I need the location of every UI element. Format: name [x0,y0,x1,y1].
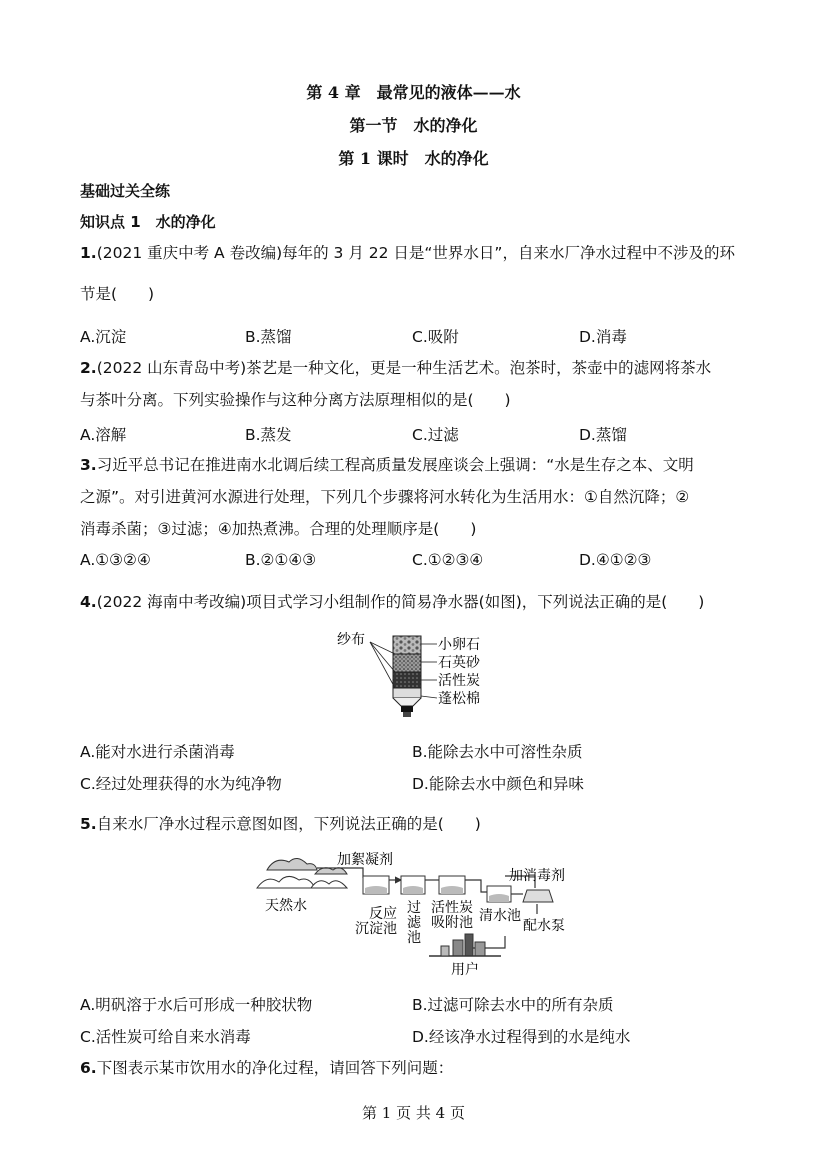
option-b[interactable]: B.蒸发 [245,426,292,444]
option-d[interactable]: D.消毒 [579,328,627,346]
question-text: 习近平总书记在推进南水北调后续工程高质量发展座谈会上强调：“水是生存之本、文明 [96,456,694,474]
question-4 [80,592,704,612]
section-title: 第一节 水的净化 [349,116,478,135]
option-a[interactable]: A.能对水进行杀菌消毒 [80,743,235,761]
tank-label: 反应 [369,906,397,922]
option-c[interactable]: C.过滤 [412,426,459,444]
knowledge-point-heading: 知识点 1 水的净化 [80,213,216,231]
option-c[interactable]: C.吸附 [412,328,459,346]
option-c[interactable]: C.经过处理获得的水为纯净物 [80,775,282,793]
cotton-layer [393,688,421,698]
option-a[interactable]: A.明矾溶于水后可形成一种胶状物 [80,996,313,1014]
question-5 [80,814,481,834]
question-2 [80,358,711,378]
pump [523,890,553,902]
pump-label: 配水泵 [523,918,565,934]
filter-tank [401,876,425,894]
sand-layer [393,654,421,672]
question-text: 下图表示某市饮用水的净化过程，请回答下列问题： [96,1059,454,1077]
user-buildings [429,934,501,956]
option-d[interactable]: D.④①②③ [579,551,652,569]
tank-label: 池 [407,930,421,946]
carbon-tank [439,876,465,894]
option-a[interactable]: A.沉淀 [80,328,127,346]
reaction-tank [363,876,389,894]
layer-label: 蓬松棉 [438,691,480,707]
practice-heading: 基础过关全练 [80,182,171,200]
water-plant-figure [255,848,585,978]
tank-label: 滤 [407,915,421,931]
option-b[interactable]: B.能除去水中可溶性杂质 [412,743,583,761]
option-c[interactable]: C.①②③④ [412,551,484,569]
question-6 [80,1058,453,1078]
question-2-line2: 与茶叶分离。下列实验操作与这种分离方法原理相似的是( ) [80,391,511,409]
option-d[interactable]: D.经该净水过程得到的水是纯水 [412,1028,631,1046]
question-text: (2022 海南中考改编)项目式学习小组制作的简易净水器(如图)，下列说法正确的是( ) [96,593,705,611]
cloth-label: 纱布 [337,632,365,648]
option-b[interactable]: B.蒸馏 [245,328,292,346]
layer-label: 石英砂 [438,655,480,671]
question-number: 1. [80,244,97,262]
tank-label: 活性炭 [431,900,473,916]
water-filter-figure [335,628,495,726]
question-3-line3: 消毒杀菌；③过滤；④加热煮沸。合理的处理顺序是( ) [80,520,477,538]
tank-label: 沉淀池 [355,921,397,937]
option-b[interactable]: B.②①④③ [245,551,317,569]
disinfectant-label: 加消毒剂 [509,868,565,884]
pebble-layer [393,636,421,654]
option-d[interactable]: D.能除去水中颜色和异味 [412,775,584,793]
tank-label: 过 [407,900,421,916]
question-number: 3. [80,456,97,474]
tank-label: 吸附池 [431,915,473,931]
chapter-title: 第 4 章 最常见的液体——水 [306,83,521,102]
page-footer: 第 1 页 共 4 页 [362,1104,465,1122]
option-a[interactable]: A.①③②④ [80,551,151,569]
question-3-line2: 之源”。对引进黄河水源进行处理，下列几个步骤将河水转化为生活用水：①自然沉降；② [80,488,690,506]
layer-label: 小卵石 [438,637,480,653]
question-3 [80,455,694,475]
option-b[interactable]: B.过滤可除去水中的所有杂质 [412,996,614,1014]
option-d[interactable]: D.蒸馏 [579,426,627,444]
user-label: 用户 [451,962,479,978]
carbon-layer [393,672,421,688]
question-1-line2: 节是( ) [80,285,155,303]
clean-water-tank [487,886,511,902]
question-1 [80,243,735,263]
source-label: 天然水 [265,898,307,914]
tank-label: 清水池 [479,908,521,924]
question-number: 4. [80,593,97,611]
question-number: 6. [80,1059,97,1077]
layer-label: 活性炭 [438,673,480,689]
coagulant-label: 加絮凝剂 [337,852,393,868]
question-text: 自来水厂净水过程示意图如图，下列说法正确的是( ) [96,815,481,833]
option-c[interactable]: C.活性炭可给自来水消毒 [80,1028,251,1046]
lesson-title: 第 1 课时 水的净化 [338,149,489,168]
question-number: 2. [80,359,97,377]
question-number: 5. [80,815,97,833]
question-text: (2022 山东青岛中考)茶艺是一种文化，更是一种生活艺术。泡茶时，茶壶中的滤网将茶水 [96,359,712,377]
option-a[interactable]: A.溶解 [80,426,127,444]
question-text: (2021 重庆中考 A 卷改编)每年的 3 月 22 日是“世界水日”，自来水厂净水过程中不涉及的环 [96,244,735,262]
